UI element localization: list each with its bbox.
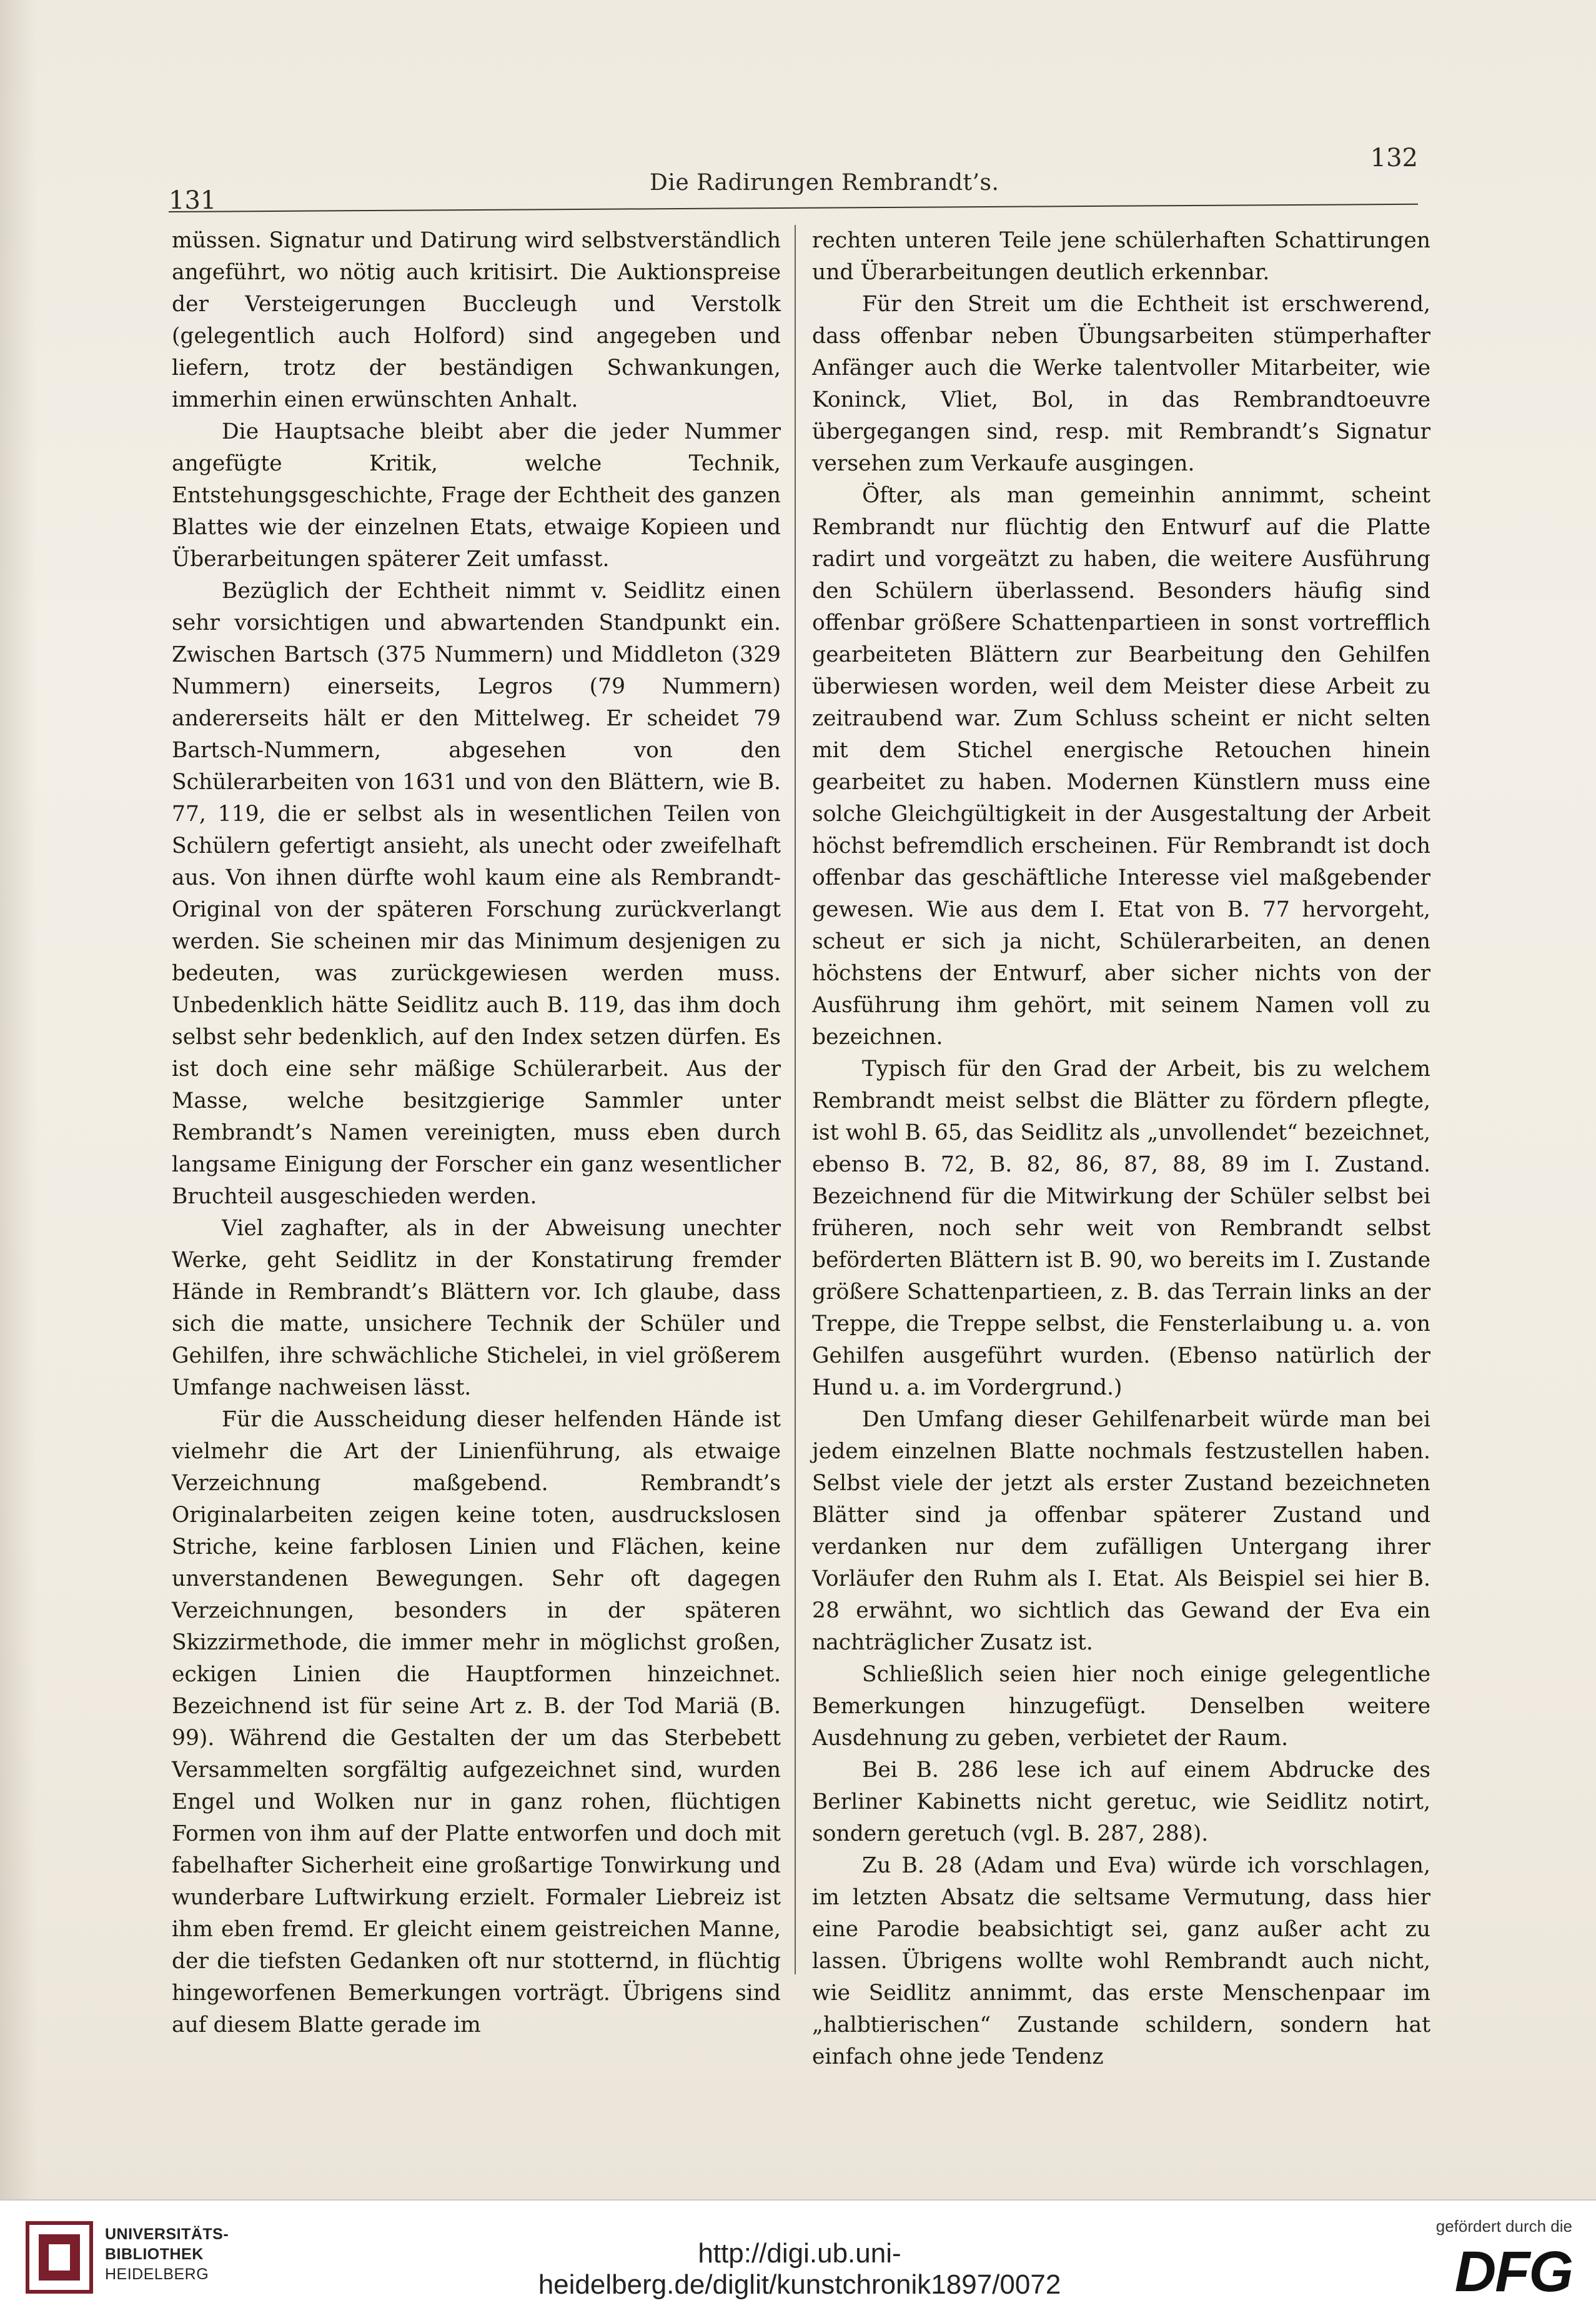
paragraph: Bei B. 286 lese ich auf einem Abdrucke des Berliner Kabinetts nicht geretuc, wie Seidlitz notirt, sondern geretuch (vgl. B. 287, 288). <box>812 1758 1430 1846</box>
institution-line: BIBLIOTHEK <box>105 2246 204 2263</box>
paragraph: müssen. Signatur und Datirung wird selbstverständlich angeführt, wo nötig auch kritisirt. Die Auktionspreise der Versteigerungen Buccleugh und Verstolk (gelegentlich auch Holford) sind angegeben und liefern, trotz der beständigen Schwankungen, immerhin einen erwünschten Anhalt. <box>172 228 781 412</box>
paragraph: Die Hauptsache bleibt aber die jeder Nummer angefügte Kritik, welche Technik, Entstehungsgeschichte, Frage der Echtheit des ganzen Blattes wie der einzelnen Etats, etwaige Kopieen und Überarbeitungen späterer Zeit umfasst. <box>172 419 781 572</box>
paragraph: Schließlich seien hier noch einige gelegentliche Bemerkungen hinzugefügt. Denselben weitere Ausdehnung zu geben, verbietet der Raum. <box>812 1662 1430 1751</box>
paragraph: Öfter, als man gemeinhin annimmt, scheint Rembrandt nur flüchtig den Entwurf auf die Platte radirt und vorgeätzt zu haben, die weitere Ausführung den Schülern überlassend. Besonders häufig sind offenbar größere Schattenpartieen in sonst vortrefflich gearbeiteten Blättern zur Bearbeitung den Gehilfen überwiesen worden, weil dem Meister diese Arbeit zu zeitraubend war. Zum Schluss scheint er nicht selten mit dem Stichel energische Retouchen hinein gearbeitet zu haben. Modernen Künstlern muss eine solche Gleichgültigkeit in der Ausgestaltung der Arbeit höchst befremdlich erscheinen. Für Rembrandt ist doch offenbar das geschäftliche Interesse viel maßgebender gewesen. Wie aus dem I. Etat von B. 77 hervorgeht, scheut er sich ja nicht, Schülerarbeiten, an denen höchstens der Entwurf, aber sicher nichts von der Ausführung ihm gehört, mit seinem Namen voll zu bezeichnen. <box>812 483 1430 1050</box>
right-column <box>812 225 1430 2069</box>
page-number-right: 132 <box>1370 144 1418 172</box>
institution-line: UNIVERSITÄTS- <box>105 2226 229 2243</box>
paragraph: rechten unteren Teile jene schülerhaften Schattirungen und Überarbeitungen deutlich erkennbar. <box>812 228 1430 285</box>
paragraph: Bezüglich der Echtheit nimmt v. Seidlitz einen sehr vorsichtigen und abwartenden Standpunkt ein. Zwischen Bartsch (375 Nummern) und Middleton (329 Nummern) einerseits, Legros (79 Nummern) andererseits hält er den Mittelweg. Er scheidet 79 Bartsch-Nummern, abgesehen von den Schülerarbeiten von 1631 und von den Blättern, wie B. 77, 119, die er selbst als in wesentlichen Teilen von Schülern gefertigt ansieht, als unecht oder zweifelhaft aus. Von ihnen dürfte wohl kaum eine als Rembrandt-Original von der späteren Forschung zurückverlangt werden. Sie scheinen mir das Minimum desjenigen zu bedeuten, was zurückgewiesen werden muss. Unbedenklich hätte Seidlitz auch B. 119, das ihm doch selbst sehr bedenklich, auf den Index setzen dürfen. Es ist doch eine sehr mäßige Schülerarbeit. Aus der Masse, welche besitzgierige Sammler unter Rembrandt’s Namen vereinigten, muss eben durch langsame Einigung der Forscher ein ganz wesentlicher Bruchteil ausgeschieden werden. <box>172 579 781 1209</box>
paragraph: Den Umfang dieser Gehilfenarbeit würde man bei jedem einzelnen Blatte nochmals festzustellen haben. Selbst viele der jetzt als erster Zustand bezeichneten Blätter sind ja offenbar späterer Zustand und verdanken nur dem zufälligen Untergang ihrer Vorläufer den Ruhm als I. Etat. Als Beispiel sei hier B. 28 erwähnt, wo sichtlich das Gewand der Eva ein nachträglicher Zusatz ist. <box>812 1407 1430 1655</box>
permalink-url[interactable]: http://digi.ub.uni-heidelberg.de/diglit/kunstchronik1897/0072 <box>538 2238 1061 2300</box>
funding-note: gefördert durch die <box>1435 2217 1572 2236</box>
left-column <box>172 225 781 2037</box>
paragraph: Zu B. 28 (Adam und Eva) würde ich vorschlagen, im letzten Absatz die seltsame Vermutung, dass hier eine Parodie beabsichtigt sei, ganz außer acht zu lassen. Übrigens wollte wohl Rembrandt auch nicht, wie Seidlitz annimmt, das erste Menschenpaar im „halbtierischen“ Zustande schildern, sondern hat einfach ohne jede Tendenz <box>812 1853 1430 2069</box>
institution-line: HEIDELBERG <box>105 2266 209 2283</box>
paragraph: Für die Ausscheidung dieser helfenden Hände ist vielmehr die Art der Linienführung, als etwaige Verzeichnung maßgebend. Rembrandt’s Originalarbeiten zeigen keine toten, ausdruckslosen Striche, keine farblosen Linien und Flächen, keine unverstandenen Bewegungen. Sehr oft dagegen Verzeichnungen, besonders in der späteren Skizzirmethode, die immer mehr in möglichst großen, eckigen Linien die Hauptformen hinzeichnet. Bezeichnend ist für seine Art z. B. der Tod Mariä (B. 99). Während die Gestalten der um das Sterbebett Versammelten sorgfältig aufgezeichnet sind, wurden Engel und Wolken nur in ganz rohen, flüchtigen Formen von ihm auf der Platte entworfen und doch mit fabelhafter Sicherheit eine großartige Tonwirkung und wunderbare Luftwirkung erzielt. Formaler Liebreiz ist ihm eben fremd. Er gleicht einem geistreichen Manne, der die tiefsten Gedanken oft nur stotternd, in flüchtig hingeworfenen Bemerkungen vorträgt. Übrigens sind auf diesem Blatte gerade im <box>172 1407 781 2037</box>
digitization-footer <box>0 2199 1596 2313</box>
paragraph: Für den Streit um die Echtheit ist erschwerend, dass offenbar neben Übungsarbeiten stümperhafter Anfänger auch die Werke talentvoller Mitarbeiter, wie Koninck, Vliet, Bol, in das Rembrandtoeuvre übergegangen sind, resp. mit Rembrandt’s Signatur versehen zum Verkaufe ausgingen. <box>812 292 1430 476</box>
running-title: Die Radirungen Rembrandt’s. <box>650 170 999 196</box>
page-number-left: 131 <box>169 186 217 215</box>
column-divider <box>795 225 796 1974</box>
page-edge-shadow <box>0 0 37 2199</box>
running-header <box>169 144 1418 215</box>
paragraph: Viel zaghafter, als in der Abweisung unechter Werke, geht Seidlitz in der Konstatirung fremder Hände in Rembrandt’s Blättern vor. Ich glaube, dass sich die matte, unsichere Technik der Schüler und Gehilfen, ihre schwächliche Stichelei, in viel größerem Umfange nachweisen lässt. <box>172 1216 781 1400</box>
paragraph: Typisch für den Grad der Arbeit, bis zu welchem Rembrandt meist selbst die Blätter zu fördern pflegte, ist wohl B. 65, das Seidlitz als „unvollendet“ bezeichnet, ebenso B. 72, B. 82, 86, 87, 88, 89 im I. Zustand. Bezeichnend für die Mitwirkung der Schüler selbst bei früheren, noch sehr weit von Rembrandt selbst beförderten Blättern ist B. 90, wo bereits im I. Zustande größere Schattenpartieen, z. B. das Terrain links an der Treppe, die Treppe selbst, die Fensterlaibung u. a. von Gehilfen ausgeführt wurden. (Ebenso natürlich der Hund u. a. im Vordergrund.) <box>812 1057 1430 1400</box>
institution-name <box>105 2224 229 2284</box>
dfg-logo: DFG <box>1454 2240 1572 2304</box>
university-seal-icon <box>25 2221 94 2294</box>
